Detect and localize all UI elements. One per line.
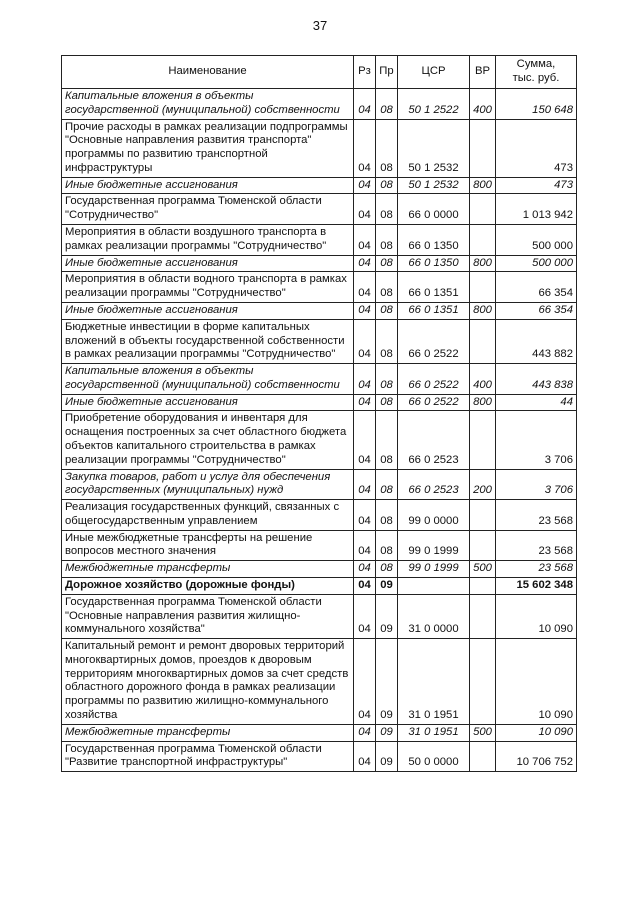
row-csr-cell: 66 0 1350: [398, 225, 470, 256]
row-pr-cell: 08: [376, 500, 398, 531]
table-row: [62, 272, 577, 303]
row-vr-cell: 800: [470, 255, 496, 272]
row-pr-cell: 08: [376, 364, 398, 395]
row-pr-cell: 08: [376, 319, 398, 363]
row-sum-cell: 10 090: [496, 724, 577, 741]
row-name-cell: Капитальные вложения в объекты государственной (муниципальной) собственности: [62, 364, 354, 395]
row-name-cell: Бюджетные инвестиции в форме капитальных вложений в объекты государственной собственности в рамках реализации программы "Сотрудничество": [62, 319, 354, 363]
row-rz-cell: 04: [354, 594, 376, 638]
row-csr-cell: 66 0 2523: [398, 411, 470, 469]
row-pr-cell: 09: [376, 741, 398, 772]
row-rz-cell: 04: [354, 578, 376, 595]
row-sum-cell: 443 882: [496, 319, 577, 363]
table-row: [62, 561, 577, 578]
row-pr-cell: 08: [376, 469, 398, 500]
row-name-cell: Иные бюджетные ассигнования: [62, 177, 354, 194]
row-rz-cell: 04: [354, 89, 376, 120]
row-csr-cell: [398, 578, 470, 595]
table-body: [62, 89, 577, 772]
row-vr-cell: 500: [470, 724, 496, 741]
table-row: [62, 319, 577, 363]
row-vr-cell: 800: [470, 302, 496, 319]
table-row: [62, 500, 577, 531]
row-name-cell: Прочие расходы в рамках реализации подпрограммы "Основные направления развития транспорта" программы по развитию транспортной инфраструктуры: [62, 119, 354, 177]
row-rz-cell: 04: [354, 500, 376, 531]
row-sum-cell: 473: [496, 119, 577, 177]
row-rz-cell: 04: [354, 194, 376, 225]
row-name-cell: Капитальные вложения в объекты государственной (муниципальной) собственности: [62, 89, 354, 120]
row-pr-cell: 09: [376, 594, 398, 638]
table-row: [62, 394, 577, 411]
row-sum-cell: 150 648: [496, 89, 577, 120]
row-rz-cell: 04: [354, 639, 376, 725]
row-pr-cell: 09: [376, 724, 398, 741]
row-name-cell: Мероприятия в области водного транспорта в рамках реализации программы "Сотрудничество": [62, 272, 354, 303]
row-name-cell: Приобретение оборудования и инвентаря для оснащения построенных за счет областного бюджета объектов капитального строительства в рамках реализации программы "Сотрудничество": [62, 411, 354, 469]
table-header-row: [62, 56, 577, 89]
row-rz-cell: 04: [354, 561, 376, 578]
row-rz-cell: 04: [354, 255, 376, 272]
row-name-cell: Иные бюджетные ассигнования: [62, 394, 354, 411]
table-row: [62, 302, 577, 319]
table-row: [62, 255, 577, 272]
row-rz-cell: 04: [354, 394, 376, 411]
row-pr-cell: 08: [376, 302, 398, 319]
row-vr-cell: 800: [470, 177, 496, 194]
row-pr-cell: 08: [376, 177, 398, 194]
row-vr-cell: [470, 225, 496, 256]
row-csr-cell: 99 0 1999: [398, 530, 470, 561]
table-row: [62, 639, 577, 725]
table-row: [62, 724, 577, 741]
row-name-cell: Государственная программа Тюменской области "Сотрудничество": [62, 194, 354, 225]
row-name-cell: Иные межбюджетные трансферты на решение вопросов местного значения: [62, 530, 354, 561]
row-name-cell: Иные бюджетные ассигнования: [62, 302, 354, 319]
row-rz-cell: 04: [354, 177, 376, 194]
row-pr-cell: 08: [376, 394, 398, 411]
row-pr-cell: 08: [376, 411, 398, 469]
row-csr-cell: 66 0 1351: [398, 302, 470, 319]
header-vr: ВР: [470, 56, 496, 89]
table-row: [62, 364, 577, 395]
row-sum-cell: 66 354: [496, 272, 577, 303]
row-name-cell: Межбюджетные трансферты: [62, 561, 354, 578]
row-vr-cell: 800: [470, 394, 496, 411]
row-pr-cell: 08: [376, 272, 398, 303]
table-row: [62, 530, 577, 561]
row-csr-cell: 66 0 1350: [398, 255, 470, 272]
table-row: [62, 469, 577, 500]
row-sum-cell: 10 090: [496, 594, 577, 638]
row-vr-cell: 200: [470, 469, 496, 500]
row-csr-cell: 66 0 2522: [398, 319, 470, 363]
row-pr-cell: 09: [376, 578, 398, 595]
row-sum-cell: 23 568: [496, 500, 577, 531]
row-rz-cell: 04: [354, 469, 376, 500]
row-name-cell: Закупка товаров, работ и услуг для обеспечения государственных (муниципальных) нужд: [62, 469, 354, 500]
row-csr-cell: 66 0 1351: [398, 272, 470, 303]
table-row: [62, 89, 577, 120]
row-vr-cell: [470, 500, 496, 531]
row-pr-cell: 08: [376, 255, 398, 272]
row-sum-cell: 15 602 348: [496, 578, 577, 595]
row-csr-cell: 66 0 2522: [398, 394, 470, 411]
header-rz: Рз: [354, 56, 376, 89]
row-sum-cell: 23 568: [496, 561, 577, 578]
row-name-cell: Реализация государственных функций, связанных с общегосударственным управлением: [62, 500, 354, 531]
row-vr-cell: [470, 194, 496, 225]
row-vr-cell: [470, 319, 496, 363]
budget-table: [61, 55, 577, 772]
row-sum-cell: 10 090: [496, 639, 577, 725]
row-name-cell: Государственная программа Тюменской области "Развитие транспортной инфраструктуры": [62, 741, 354, 772]
row-sum-cell: 23 568: [496, 530, 577, 561]
header-sum: [496, 56, 577, 89]
page-number: 37: [312, 18, 328, 33]
row-csr-cell: 50 1 2532: [398, 119, 470, 177]
table-row: [62, 578, 577, 595]
table-row: [62, 741, 577, 772]
row-pr-cell: 08: [376, 561, 398, 578]
row-csr-cell: 50 1 2532: [398, 177, 470, 194]
header-sum-line2: тыс. руб.: [512, 72, 560, 84]
row-vr-cell: [470, 594, 496, 638]
row-sum-cell: 443 838: [496, 364, 577, 395]
row-csr-cell: 66 0 2523: [398, 469, 470, 500]
row-sum-cell: 473: [496, 177, 577, 194]
row-vr-cell: [470, 272, 496, 303]
row-csr-cell: 66 0 0000: [398, 194, 470, 225]
row-csr-cell: 31 0 1951: [398, 639, 470, 725]
row-sum-cell: 500 000: [496, 255, 577, 272]
row-vr-cell: [470, 530, 496, 561]
header-name: Наименование: [62, 56, 354, 89]
row-name-cell: Государственная программа Тюменской области "Основные направления развития жилищно-коммунального хозяйства": [62, 594, 354, 638]
row-rz-cell: 04: [354, 319, 376, 363]
row-pr-cell: 09: [376, 639, 398, 725]
header-sum-line1: Сумма,: [516, 58, 556, 71]
row-csr-cell: 31 0 0000: [398, 594, 470, 638]
table-row: [62, 177, 577, 194]
row-rz-cell: 04: [354, 119, 376, 177]
row-vr-cell: [470, 119, 496, 177]
row-rz-cell: 04: [354, 272, 376, 303]
row-rz-cell: 04: [354, 530, 376, 561]
table-row: [62, 194, 577, 225]
row-vr-cell: [470, 639, 496, 725]
row-sum-cell: 3 706: [496, 411, 577, 469]
row-name-cell: Иные бюджетные ассигнования: [62, 255, 354, 272]
row-vr-cell: 400: [470, 89, 496, 120]
row-sum-cell: 3 706: [496, 469, 577, 500]
row-sum-cell: 10 706 752: [496, 741, 577, 772]
row-pr-cell: 08: [376, 530, 398, 561]
row-vr-cell: [470, 411, 496, 469]
row-rz-cell: 04: [354, 724, 376, 741]
row-name-cell: Дорожное хозяйство (дорожные фонды): [62, 578, 354, 595]
row-name-cell: Межбюджетные трансферты: [62, 724, 354, 741]
row-csr-cell: 99 0 0000: [398, 500, 470, 531]
row-pr-cell: 08: [376, 89, 398, 120]
table-row: [62, 119, 577, 177]
row-vr-cell: [470, 741, 496, 772]
table-row: [62, 411, 577, 469]
row-csr-cell: 31 0 1951: [398, 724, 470, 741]
row-rz-cell: 04: [354, 302, 376, 319]
row-name-cell: Капитальный ремонт и ремонт дворовых территорий многоквартирных домов, проездов к дворовым территориям многоквартирных домов за счет средств областного дорожного фонда в рамках реализации программы по развитию жилищно-коммунального хозяйства: [62, 639, 354, 725]
row-sum-cell: 44: [496, 394, 577, 411]
row-pr-cell: 08: [376, 119, 398, 177]
row-csr-cell: 66 0 2522: [398, 364, 470, 395]
row-vr-cell: [470, 578, 496, 595]
row-pr-cell: 08: [376, 225, 398, 256]
row-vr-cell: 500: [470, 561, 496, 578]
row-csr-cell: 99 0 1999: [398, 561, 470, 578]
row-csr-cell: 50 1 2522: [398, 89, 470, 120]
row-sum-cell: 1 013 942: [496, 194, 577, 225]
row-rz-cell: 04: [354, 741, 376, 772]
table-row: [62, 594, 577, 638]
row-pr-cell: 08: [376, 194, 398, 225]
row-name-cell: Мероприятия в области воздушного транспорта в рамках реализации программы "Сотрудничество": [62, 225, 354, 256]
table-row: [62, 225, 577, 256]
row-vr-cell: 400: [470, 364, 496, 395]
row-rz-cell: 04: [354, 364, 376, 395]
row-rz-cell: 04: [354, 225, 376, 256]
header-csr: ЦСР: [398, 56, 470, 89]
header-pr: Пр: [376, 56, 398, 89]
row-sum-cell: 66 354: [496, 302, 577, 319]
row-sum-cell: 500 000: [496, 225, 577, 256]
row-rz-cell: 04: [354, 411, 376, 469]
row-csr-cell: 50 0 0000: [398, 741, 470, 772]
